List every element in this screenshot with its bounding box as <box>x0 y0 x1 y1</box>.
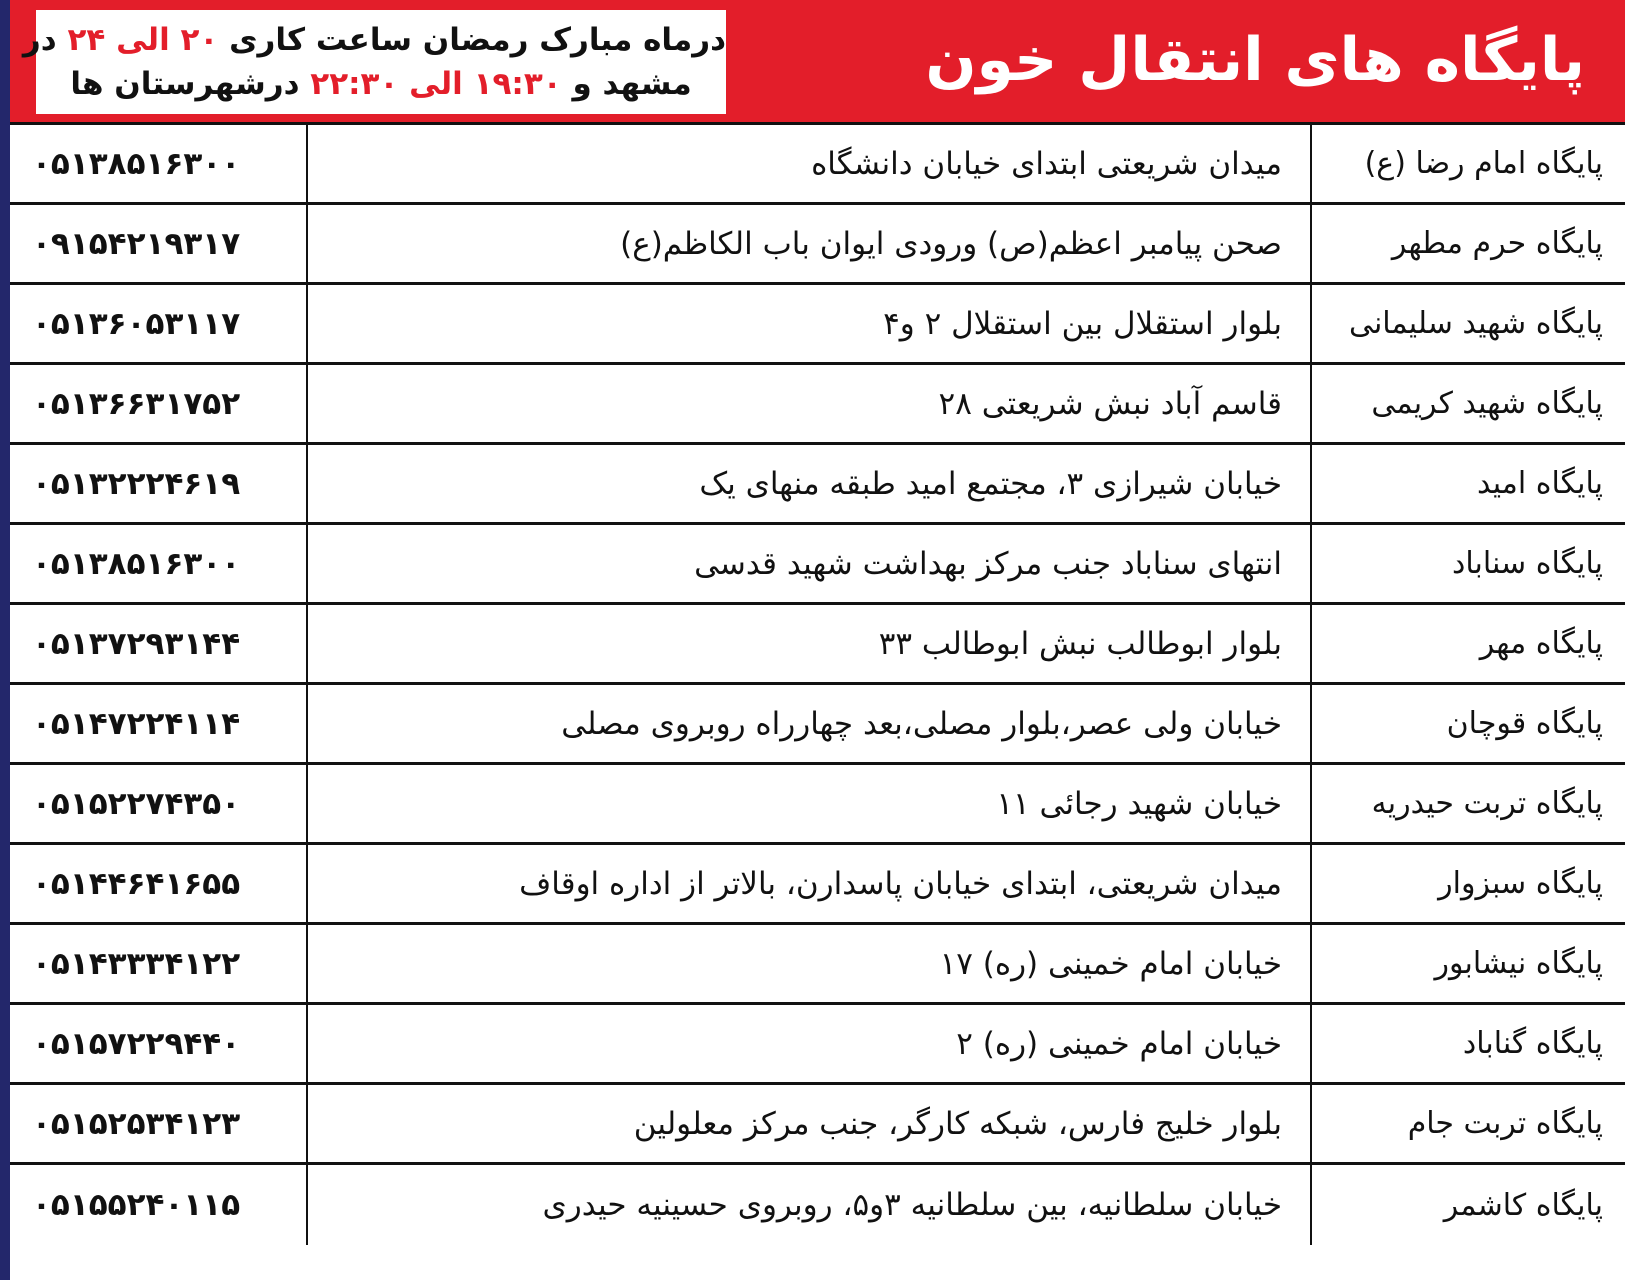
center-name: پایگاه کاشمر <box>1443 1187 1603 1223</box>
phone-number: ۰۹۱۵۴۲۱۹۳۱۷ <box>32 225 241 262</box>
table-row <box>10 765 1625 845</box>
address: خیابان امام خمینی (ره) ۱۷ <box>306 925 1312 1002</box>
table-row <box>10 845 1625 925</box>
address: خیابان ولی عصر،بلوار مصلی،بعد چهارراه روبروی مصلی <box>306 685 1312 762</box>
center-name: پایگاه گناباد <box>1462 1026 1603 1061</box>
phone-number: ۰۵۱۳۶۶۳۱۷۵۲ <box>32 385 241 422</box>
center-name: پایگاه نیشابور <box>1434 946 1603 981</box>
phone-number: ۰۵۱۳۲۲۲۴۶۱۹ <box>32 465 241 502</box>
table-row <box>10 1165 1625 1245</box>
address: میدان شریعتی، ابتدای خیابان پاسدارن، بالاتر از اداره اوقاف <box>306 845 1312 922</box>
center-name: پایگاه تربت حیدریه <box>1371 786 1603 821</box>
center-name: پایگاه شهید کریمی <box>1371 386 1603 421</box>
phone-number: ۰۵۱۴۴۶۴۱۶۵۵ <box>32 865 241 902</box>
center-name: پایگاه شهید سلیمانی <box>1348 306 1603 341</box>
table-row <box>10 205 1625 285</box>
notice-line-1: درماه مبارک رمضان ساعت کاری ۲۰ الی ۲۴ در <box>22 22 726 58</box>
address: انتهای سناباد جنب مرکز بهداشت شهید قدسی <box>306 525 1312 602</box>
table-row <box>10 605 1625 685</box>
table-row <box>10 445 1625 525</box>
address: خیابان سلطانیه، بین سلطانیه ۳و۵، روبروی حسینیه حیدری <box>306 1165 1312 1245</box>
table-row <box>10 685 1625 765</box>
blood-centers-table <box>10 122 1625 1283</box>
address: قاسم آباد نبش شریعتی ۲۸ <box>306 365 1312 442</box>
center-name: پایگاه مهر <box>1479 626 1603 661</box>
table-row <box>10 285 1625 365</box>
page-title: پایگاه های انتقال خون <box>925 25 1585 95</box>
phone-number: ۰۵۱۵۵۲۴۰۱۱۵ <box>32 1187 241 1223</box>
address: خیابان امام خمینی (ره) ۲ <box>306 1005 1312 1082</box>
address: بلوار خلیج فارس، شبکه کارگر، جنب مرکز معلولین <box>306 1085 1312 1162</box>
address: صحن پیامبر اعظم(ص) ورودی ایوان باب الکاظم(ع) <box>306 205 1312 282</box>
notice-line-2: مشهد و ۱۹:۳۰ الی ۲۲:۳۰ درشهرستان ها <box>70 66 692 102</box>
table-row <box>10 525 1625 605</box>
phone-number: ۰۵۱۳۶۰۵۳۱۱۷ <box>32 305 241 342</box>
table-row <box>10 1085 1625 1165</box>
table-row <box>10 365 1625 445</box>
address: بلوار ابوطالب نبش ابوطالب ۳۳ <box>306 605 1312 682</box>
center-name: پایگاه سناباد <box>1452 546 1603 581</box>
phone-number: ۰۵۱۳۷۲۹۳۱۴۴ <box>32 625 241 662</box>
center-name: پایگاه حرم مطهر <box>1391 226 1603 261</box>
left-blue-stripe <box>0 0 10 1280</box>
center-name: پایگاه امید <box>1476 466 1603 501</box>
address: میدان شریعتی ابتدای خیابان دانشگاه <box>306 125 1312 202</box>
address: خیابان شیرازی ۳، مجتمع امید طبقه منهای یک <box>306 445 1312 522</box>
phone-number: ۰۵۱۵۲۵۳۴۱۲۳ <box>32 1105 241 1142</box>
phone-number: ۰۵۱۴۳۳۳۴۱۲۲ <box>32 945 241 982</box>
center-name: پایگاه سبزوار <box>1438 866 1603 901</box>
center-name: پایگاه قوچان <box>1446 706 1603 741</box>
phone-number: ۰۵۱۳۸۵۱۶۳۰۰ <box>32 545 241 582</box>
phone-number: ۰۵۱۳۸۵۱۶۳۰۰ <box>32 145 241 182</box>
address: بلوار استقلال بین استقلال ۲ و۴ <box>306 285 1312 362</box>
ramadan-hours-notice <box>22 10 726 114</box>
table-row <box>10 925 1625 1005</box>
header-banner <box>10 0 1625 122</box>
table-row <box>10 125 1625 205</box>
phone-number: ۰۵۱۵۲۲۷۴۳۵۰ <box>32 785 241 822</box>
table-row <box>10 1005 1625 1085</box>
center-name: پایگاه امام رضا (ع) <box>1364 146 1603 181</box>
center-name: پایگاه تربت جام <box>1407 1106 1603 1141</box>
phone-number: ۰۵۱۴۷۲۲۴۱۱۴ <box>32 705 241 742</box>
phone-number: ۰۵۱۵۷۲۲۹۴۴۰ <box>32 1025 241 1062</box>
address: خیابان شهید رجائی ۱۱ <box>306 765 1312 842</box>
